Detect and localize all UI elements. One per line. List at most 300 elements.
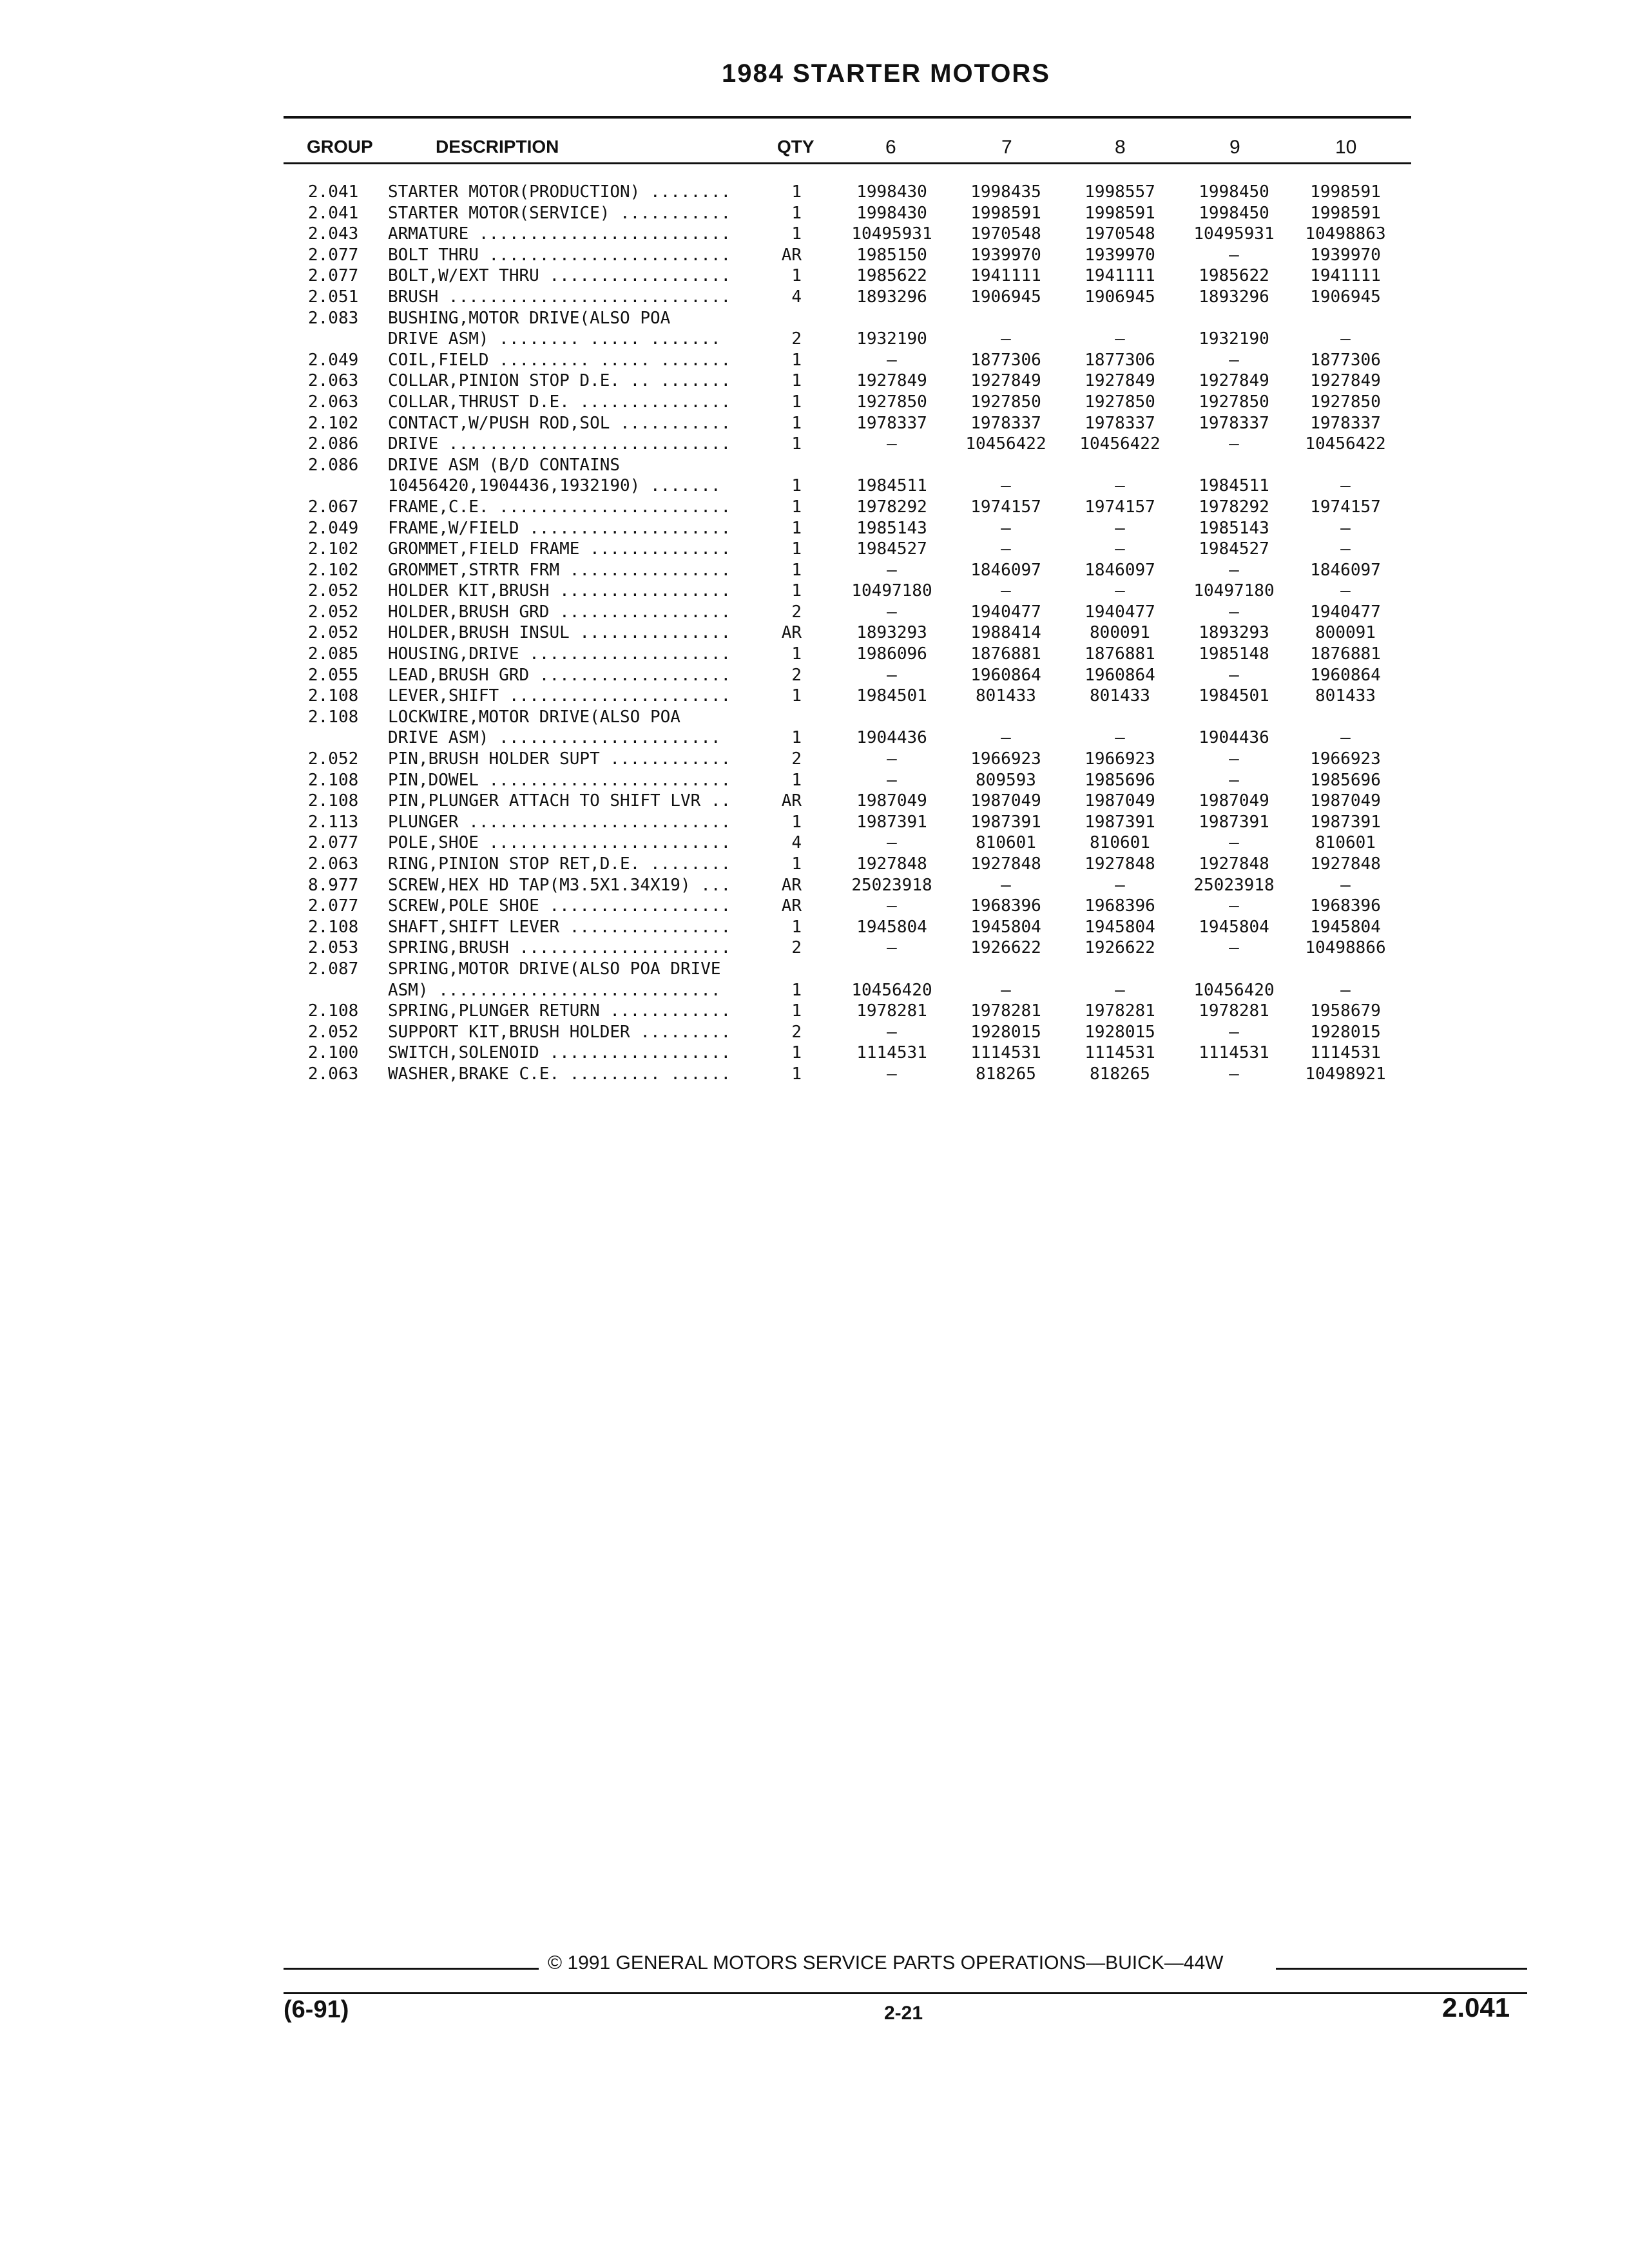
table-row [0,224,1629,245]
table-row [0,749,1629,770]
cell-part-number: 1978337 [856,413,927,433]
table-row [0,727,1629,749]
cell-group: 2.055 [308,665,359,685]
table-row [0,413,1629,434]
cell-part-number: — [887,560,897,580]
cell-part-number: 1928015 [1084,1022,1155,1042]
cell-part-number: — [1229,602,1239,622]
cell-part-number: 1939970 [970,245,1041,265]
cell-description: GROMMET,FIELD FRAME .............. [388,539,731,559]
cell-part-number: 1846097 [1084,560,1155,580]
cell-qty: 2 [767,749,802,769]
table-row [0,937,1629,959]
cell-part-number: 1984501 [1199,686,1269,706]
cell-qty: AR [767,875,802,896]
table-row [0,560,1629,581]
cell-part-number: 1986096 [856,644,927,664]
cell-part-number: 1927848 [856,854,927,874]
cell-qty: AR [767,622,802,643]
cell-group: 2.087 [308,959,359,979]
cell-qty: 1 [767,770,802,791]
cell-part-number: 818265 [976,1064,1036,1084]
cell-part-number: 1998435 [970,182,1041,202]
cell-part-number: 1960864 [1084,665,1155,685]
cell-part-number: 1985150 [856,245,927,265]
cell-group: 2.052 [308,602,359,622]
cell-part-number: 1978337 [1084,413,1155,433]
cell-description: GROMMET,STRTR FRM ................ [388,560,731,580]
table-row [0,434,1629,455]
cell-part-number: 1985622 [1199,266,1269,286]
cell-part-number: — [1001,581,1011,601]
cell-description: SPRING,PLUNGER RETURN ............ [388,1001,731,1021]
cell-part-number: 1940477 [1310,602,1381,622]
cell-part-number: 25023918 [1193,875,1275,895]
table-row [0,686,1629,707]
table-row [0,476,1629,497]
cell-qty: AR [767,245,802,265]
cell-part-number: 1945804 [856,917,927,937]
cell-part-number: 1998450 [1199,182,1269,202]
table-row [0,497,1629,518]
cell-part-number: — [1115,539,1125,559]
table-row [0,791,1629,812]
cell-part-number: 1984501 [856,686,927,706]
cell-qty: AR [767,896,802,916]
cell-part-number: 1987391 [1199,812,1269,832]
cell-part-number: 1927849 [856,371,927,391]
cell-part-number: 1978281 [970,1001,1041,1021]
cell-description: STARTER MOTOR(SERVICE) ........... [388,203,731,223]
cell-part-number: 818265 [1090,1064,1150,1084]
cell-part-number: 1904436 [1199,728,1269,748]
cell-group: 2.063 [308,1064,359,1084]
cell-part-number: 1968396 [1310,896,1381,916]
cell-description: LOCKWIRE,MOTOR DRIVE(ALSO POA [388,707,680,727]
cell-description: HOLDER KIT,BRUSH ................. [388,581,731,601]
cell-part-number: 1998591 [1310,203,1381,223]
cell-group: 2.113 [308,812,359,832]
header-col-10: 10 [1335,137,1357,158]
cell-part-number: — [887,749,897,769]
cell-part-number: 1927848 [970,854,1041,874]
table-row [0,370,1629,392]
cell-description: RING,PINION STOP RET,D.E. ........ [388,854,731,874]
cell-part-number: — [1229,434,1239,454]
cell-part-number: 10495931 [1193,224,1275,244]
cell-description: SWITCH,SOLENOID .................. [388,1043,731,1063]
cell-part-number: 1945804 [1084,917,1155,937]
cell-qty: 2 [767,665,802,686]
cell-part-number: 1114531 [1084,1043,1155,1063]
cell-part-number: 1987391 [856,812,927,832]
table-row [0,1001,1629,1022]
cell-qty: 1 [767,644,802,664]
cell-qty: 1 [767,434,802,454]
cell-part-number: 1978292 [856,497,927,517]
cell-qty: 4 [767,287,802,307]
cell-part-number: 1926622 [970,938,1041,958]
cell-part-number: 1945804 [1310,917,1381,937]
cell-part-number: 1927849 [1310,371,1381,391]
cell-part-number: — [1115,581,1125,601]
top-rule [284,116,1411,119]
cell-part-number: 1987391 [970,812,1041,832]
cell-description: BUSHING,MOTOR DRIVE(ALSO POA [388,308,671,328]
cell-group: 2.077 [308,245,359,265]
cell-part-number: 1998557 [1084,182,1155,202]
table-row [0,707,1629,728]
cell-group: 2.086 [308,434,359,454]
cell-part-number: 1940477 [970,602,1041,622]
cell-part-number: 1966923 [1084,749,1155,769]
cell-part-number: — [1115,875,1125,895]
cell-part-number: 10497180 [851,581,932,601]
cell-part-number: — [1229,896,1239,916]
cell-description: POLE,SHOE ........................ [388,833,731,853]
cell-part-number: 1987049 [856,791,927,811]
cell-part-number: 10498921 [1305,1064,1386,1084]
cell-group: 2.053 [308,938,359,958]
cell-qty: AR [767,791,802,811]
cell-part-number: 1906945 [1084,287,1155,307]
cell-part-number: 10495931 [851,224,932,244]
cell-part-number: 1974157 [1084,497,1155,517]
cell-group: 2.102 [308,539,359,559]
cell-part-number: 1906945 [1310,287,1381,307]
cell-part-number: 1966923 [1310,749,1381,769]
header-col-7: 7 [1001,137,1012,158]
cell-qty: 1 [767,518,802,539]
cell-part-number: — [1229,770,1239,790]
cell-description: SUPPORT KIT,BRUSH HOLDER ......... [388,1022,731,1042]
cell-part-number: — [1115,518,1125,538]
cell-description: SCREW,HEX HD TAP(M3.5X1.34X19) ... [388,875,731,895]
cell-group: 2.077 [308,266,359,286]
table-row [0,665,1629,686]
table-row [0,812,1629,833]
cell-qty: 1 [767,265,802,286]
cell-description: 10456420,1904436,1932190) ....... [388,476,721,496]
cell-qty: 1 [767,497,802,517]
cell-description: DRIVE ASM (B/D CONTAINS [388,455,621,475]
cell-description: CONTACT,W/PUSH ROD,SOL ........... [388,413,731,433]
cell-part-number: — [887,665,897,685]
cell-part-number: 1846097 [970,560,1041,580]
header-col-8: 8 [1115,137,1126,158]
cell-qty: 1 [767,476,802,496]
table-row [0,896,1629,917]
cell-part-number: 1978337 [1199,413,1269,433]
cell-part-number: — [1229,560,1239,580]
cell-part-number: 1998591 [1310,182,1381,202]
cell-qty: 1 [767,539,802,559]
cell-group: 2.052 [308,749,359,769]
cell-part-number: 1987391 [1084,812,1155,832]
cell-group: 2.077 [308,833,359,853]
cell-qty: 2 [767,937,802,958]
cell-part-number: 1876881 [970,644,1041,664]
cell-part-number: — [1340,581,1351,601]
cell-description: WASHER,BRAKE C.E. ......... ...... [388,1064,731,1084]
cell-part-number: 1985696 [1084,770,1155,790]
cell-part-number: 1985148 [1199,644,1269,664]
cell-part-number: 1893293 [856,623,927,643]
footer-section: 2.041 [1442,1992,1510,2023]
header-qty: QTY [777,137,815,157]
footer-copyright: © 1991 GENERAL MOTORS SERVICE PARTS OPERATIONS—BUICK—44W [548,1952,1224,1974]
table-row [0,1043,1629,1064]
cell-part-number: 10497180 [1193,581,1275,601]
cell-part-number: 1876881 [1084,644,1155,664]
cell-qty: 1 [767,581,802,601]
cell-part-number: 1966923 [970,749,1041,769]
cell-description: ARMATURE ......................... [388,224,731,244]
cell-group: 2.067 [308,497,359,517]
cell-description: DRIVE ASM) ........ ..... ....... [388,329,721,349]
cell-qty: 1 [767,727,802,748]
cell-part-number: — [887,350,897,370]
cell-description: COLLAR,PINION STOP D.E. .. ....... [388,371,731,391]
cell-part-number: 1974157 [1310,497,1381,517]
header-rule [284,162,1411,164]
cell-qty: 2 [767,1022,802,1043]
cell-part-number: — [1229,833,1239,853]
cell-part-number: 1926622 [1084,938,1155,958]
cell-part-number: — [887,770,897,790]
cell-group: 2.049 [308,518,359,538]
table-row [0,854,1629,875]
cell-part-number: 1927849 [1199,371,1269,391]
cell-part-number: 810601 [1090,833,1150,853]
cell-group: 2.063 [308,854,359,874]
cell-part-number: 1998591 [1084,203,1155,223]
cell-description: ASM) ............................ [388,980,721,1000]
cell-part-number: — [1001,875,1011,895]
cell-group: 2.102 [308,413,359,433]
cell-qty: 1 [767,854,802,874]
cell-group: 2.108 [308,770,359,790]
cell-part-number: 1988414 [970,623,1041,643]
cell-description: COLLAR,THRUST D.E. ............... [388,392,731,412]
cell-description: SPRING,MOTOR DRIVE(ALSO POA DRIVE [388,959,721,979]
cell-part-number: 1978337 [970,413,1041,433]
cell-part-number: 1984511 [856,476,927,496]
cell-group: 2.108 [308,686,359,706]
cell-part-number: 1984527 [856,539,927,559]
header-description: DESCRIPTION [436,137,559,157]
cell-part-number: — [887,833,897,853]
cell-group: 2.052 [308,623,359,643]
cell-qty: 1 [767,917,802,937]
cell-description: FRAME,W/FIELD .................... [388,518,731,538]
cell-part-number: — [1340,875,1351,895]
cell-group: 2.108 [308,1001,359,1021]
cell-part-number: 1904436 [856,728,927,748]
cell-qty: 1 [767,370,802,391]
cell-description: LEVER,SHIFT ...................... [388,686,731,706]
cell-part-number: 1932190 [1199,329,1269,349]
table-row [0,581,1629,602]
table-row [0,959,1629,980]
cell-part-number: 1927850 [1084,392,1155,412]
table-row [0,329,1629,350]
cell-group: 2.043 [308,224,359,244]
cell-part-number: 1927848 [1084,854,1155,874]
cell-part-number: 1970548 [1084,224,1155,244]
cell-part-number: 1932190 [856,329,927,349]
cell-part-number: 809593 [976,770,1036,790]
cell-part-number: 1941111 [1310,266,1381,286]
cell-part-number: — [1229,938,1239,958]
cell-group: 2.108 [308,707,359,727]
cell-qty: 1 [767,980,802,1001]
cell-part-number: 1984511 [1199,476,1269,496]
cell-part-number: 1960864 [1310,665,1381,685]
cell-part-number: 1945804 [1199,917,1269,937]
cell-qty: 1 [767,224,802,244]
cell-part-number: 1987049 [970,791,1041,811]
cell-part-number: 1877306 [970,350,1041,370]
header-group: GROUP [307,137,373,157]
cell-qty: 1 [767,413,802,434]
cell-group: 2.051 [308,287,359,307]
cell-part-number: — [1115,476,1125,496]
cell-part-number: 1114531 [856,1043,927,1063]
table-row [0,644,1629,665]
table-row [0,622,1629,644]
table-row [0,308,1629,329]
cell-part-number: 1970548 [970,224,1041,244]
table-row [0,1022,1629,1043]
cell-description: SHAFT,SHIFT LEVER ................ [388,917,731,937]
cell-part-number: 1876881 [1310,644,1381,664]
cell-part-number: 1893293 [1199,623,1269,643]
cell-part-number: — [1001,728,1011,748]
cell-part-number: 1939970 [1084,245,1155,265]
cell-qty: 1 [767,182,802,202]
footer-rule-left [284,1968,539,1970]
cell-part-number: 1978281 [1199,1001,1269,1021]
cell-group: 2.041 [308,203,359,223]
cell-part-number: 1927850 [970,392,1041,412]
cell-part-number: 1985696 [1310,770,1381,790]
cell-part-number: — [1229,749,1239,769]
cell-part-number: 1987049 [1199,791,1269,811]
cell-part-number: 10498866 [1305,938,1386,958]
table-row [0,602,1629,623]
footer-rule [284,1992,1527,1994]
cell-part-number: — [1001,539,1011,559]
table-row [0,875,1629,896]
cell-part-number: 810601 [976,833,1036,853]
table-row [0,182,1629,203]
cell-part-number: 10456422 [1305,434,1386,454]
cell-part-number: — [1115,980,1125,1000]
cell-part-number: — [1001,329,1011,349]
cell-qty: 1 [767,392,802,412]
cell-group: 2.049 [308,350,359,370]
cell-part-number: — [1229,245,1239,265]
cell-part-number: — [1340,329,1351,349]
cell-part-number: — [1229,1022,1239,1042]
cell-part-number: — [1001,476,1011,496]
cell-qty: 1 [767,203,802,224]
cell-qty: 4 [767,832,802,853]
cell-description: SPRING,BRUSH ..................... [388,938,731,958]
cell-part-number: 1114531 [1199,1043,1269,1063]
cell-qty: 1 [767,1043,802,1063]
table-row [0,350,1629,371]
cell-part-number: — [887,434,897,454]
cell-part-number: 1939970 [1310,245,1381,265]
cell-qty: 1 [767,686,802,706]
cell-part-number: 1978281 [856,1001,927,1021]
table-row [0,1064,1629,1085]
cell-group: 2.052 [308,581,359,601]
cell-description: BOLT,W/EXT THRU .................. [388,266,731,286]
cell-part-number: 1927848 [1199,854,1269,874]
cell-part-number: — [1001,518,1011,538]
cell-description: HOUSING,DRIVE .................... [388,644,731,664]
cell-description: HOLDER,BRUSH INSUL ............... [388,623,731,643]
cell-part-number: 1984527 [1199,539,1269,559]
cell-part-number: 800091 [1090,623,1150,643]
cell-part-number: 1958679 [1310,1001,1381,1021]
cell-part-number: 1927849 [1084,371,1155,391]
cell-description: BOLT THRU ........................ [388,245,731,265]
cell-group: 2.086 [308,455,359,475]
cell-description: LEAD,BRUSH GRD ................... [388,665,731,685]
cell-group: 2.108 [308,917,359,937]
footer-date-code: (6-91) [284,1996,349,2023]
table-row [0,832,1629,854]
cell-description: COIL,FIELD ......... ..... ....... [388,350,731,370]
cell-part-number: 1968396 [1084,896,1155,916]
cell-part-number: 10456422 [1079,434,1161,454]
cell-part-number: — [1115,728,1125,748]
table-row [0,265,1629,287]
cell-part-number: 1893296 [856,287,927,307]
cell-qty: 1 [767,812,802,832]
footer-page-number: 2-21 [884,2003,923,2024]
cell-qty: 1 [767,1064,802,1084]
cell-group: 2.083 [308,308,359,328]
cell-part-number: — [887,896,897,916]
table-row [0,455,1629,476]
cell-group: 2.102 [308,560,359,580]
cell-part-number: 10498863 [1305,224,1386,244]
table-row [0,203,1629,224]
cell-part-number: 1985622 [856,266,927,286]
cell-part-number: 1927850 [1199,392,1269,412]
table-row [0,287,1629,308]
footer-rule-right [1276,1968,1527,1970]
cell-part-number: 1940477 [1084,602,1155,622]
cell-part-number: 1941111 [1084,266,1155,286]
cell-qty: 2 [767,329,802,349]
cell-part-number: — [1340,518,1351,538]
cell-description: PIN,DOWEL ........................ [388,770,731,790]
cell-part-number: 10456420 [851,980,932,1000]
cell-description: DRIVE ASM) ...................... [388,728,721,748]
cell-part-number: — [1340,980,1351,1000]
cell-group: 2.077 [308,896,359,916]
cell-part-number: 1978281 [1084,1001,1155,1021]
cell-part-number: — [1229,665,1239,685]
cell-description: SCREW,POLE SHOE .................. [388,896,731,916]
cell-description: PLUNGER .......................... [388,812,731,832]
